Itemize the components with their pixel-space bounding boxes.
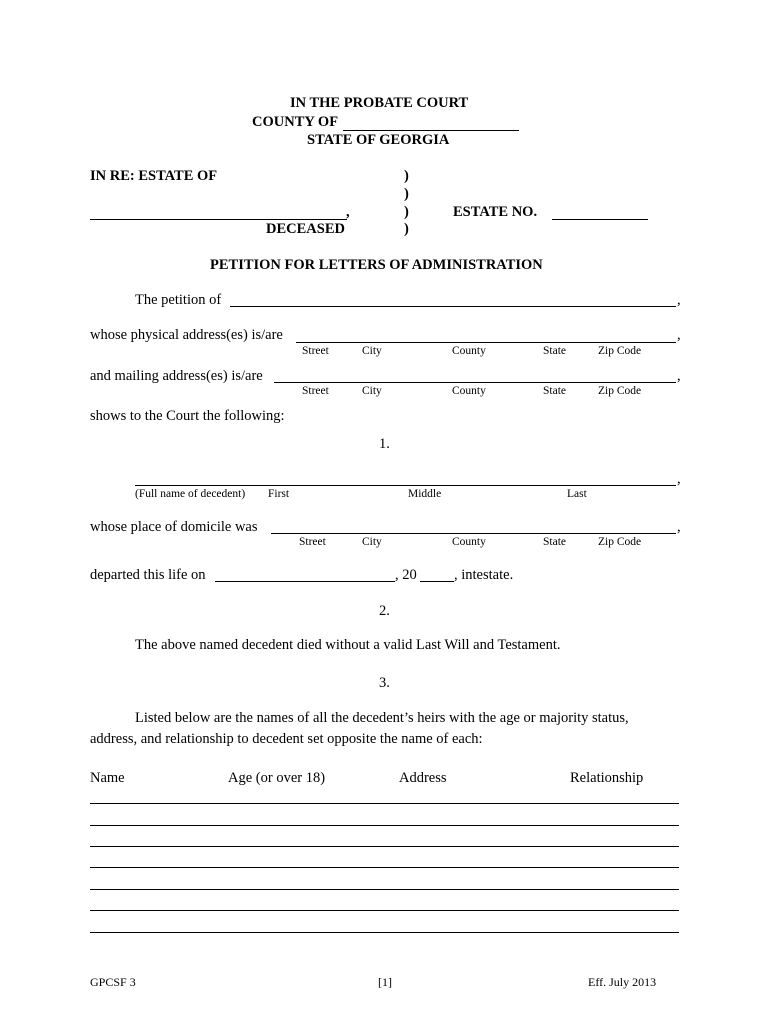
decedent-full-name-blank[interactable]	[135, 485, 676, 486]
mailing-zip-label: Zip Code	[598, 385, 642, 397]
domicile-zip-label: Zip Code	[598, 536, 642, 548]
heir-row-line[interactable]	[90, 889, 679, 890]
physical-state-label: State	[543, 345, 566, 357]
caption-paren-2: )	[404, 186, 409, 202]
intestate-text: , intestate.	[454, 567, 514, 583]
caption-paren-4: )	[404, 221, 409, 237]
petitioner-comma: ,	[677, 292, 681, 308]
physical-address-comma: ,	[677, 327, 681, 343]
first-name-label: First	[268, 488, 290, 500]
no-will-statement: The above named decedent died without a valid Last Will and Testament.	[135, 637, 561, 653]
death-year-blank[interactable]	[420, 581, 454, 582]
heir-row-line[interactable]	[90, 846, 679, 847]
state-heading: STATE OF GEORGIA	[307, 132, 450, 148]
petition-title: PETITION FOR LETTERS OF ADMINISTRATION	[210, 257, 543, 273]
mailing-address-blank[interactable]	[274, 382, 676, 383]
domicile-county-label: County	[452, 536, 486, 548]
domicile-comma: ,	[677, 519, 681, 535]
estate-no-label: ESTATE NO.	[453, 204, 538, 220]
decedent-name-blank[interactable]	[90, 219, 347, 220]
in-re-estate-label: IN RE: ESTATE OF	[90, 168, 218, 184]
departed-label: departed this life on	[90, 567, 206, 583]
caption-paren-1: )	[404, 168, 409, 184]
caption-comma: ,	[346, 204, 350, 220]
estate-no-blank[interactable]	[552, 219, 648, 220]
section-2-number: 2.	[379, 603, 390, 619]
physical-city-label: City	[362, 345, 382, 357]
physical-zip-label: Zip Code	[598, 345, 642, 357]
death-date-blank[interactable]	[215, 581, 395, 582]
section-1-number: 1.	[379, 436, 390, 452]
heirs-col-address: Address	[399, 770, 447, 786]
heirs-paragraph-line1: Listed below are the names of all the decedent’s heirs with the age or majority status,	[135, 710, 629, 726]
deceased-label: DECEASED	[266, 221, 345, 237]
mailing-city-label: City	[362, 385, 382, 397]
mailing-county-label: County	[452, 385, 486, 397]
county-blank[interactable]	[343, 130, 519, 131]
physical-county-label: County	[452, 345, 486, 357]
effective-date: Eff. July 2013	[588, 975, 657, 989]
middle-name-label: Middle	[408, 488, 442, 500]
mailing-address-label: and mailing address(es) is/are	[90, 368, 263, 384]
year-prefix: , 20	[395, 567, 417, 583]
physical-street-label: Street	[302, 345, 329, 357]
petitioner-name-blank[interactable]	[230, 306, 676, 307]
petition-of-label: The petition of	[135, 292, 222, 308]
court-heading: IN THE PROBATE COURT	[290, 95, 469, 111]
shows-to-court-text: shows to the Court the following:	[90, 408, 285, 424]
form-id: GPCSF 3	[90, 975, 136, 989]
domicile-state-label: State	[543, 536, 566, 548]
domicile-city-label: City	[362, 536, 382, 548]
heirs-col-age: Age (or over 18)	[228, 770, 326, 786]
physical-address-label: whose physical address(es) is/are	[90, 327, 283, 343]
domicile-blank[interactable]	[271, 533, 676, 534]
heir-row-line[interactable]	[90, 825, 679, 826]
heirs-col-name: Name	[90, 770, 125, 786]
mailing-street-label: Street	[302, 385, 329, 397]
heir-row-line[interactable]	[90, 932, 679, 933]
heir-row-line[interactable]	[90, 910, 679, 911]
county-label: COUNTY OF	[252, 114, 339, 130]
physical-address-blank[interactable]	[296, 342, 676, 343]
heirs-paragraph-line2: address, and relationship to decedent set opposite the name of each:	[90, 731, 483, 747]
section-3-number: 3.	[379, 675, 390, 691]
domicile-label: whose place of domicile was	[90, 519, 258, 535]
mailing-address-comma: ,	[677, 368, 681, 384]
heir-row-line[interactable]	[90, 803, 679, 804]
decedent-name-comma: ,	[677, 471, 681, 487]
page-number: [1]	[378, 975, 392, 989]
last-name-label: Last	[567, 488, 587, 500]
domicile-street-label: Street	[299, 536, 326, 548]
heirs-col-relationship: Relationship	[570, 770, 644, 786]
full-name-label: (Full name of decedent)	[135, 488, 246, 500]
caption-paren-3: )	[404, 204, 409, 220]
mailing-state-label: State	[543, 385, 566, 397]
heir-row-line[interactable]	[90, 867, 679, 868]
